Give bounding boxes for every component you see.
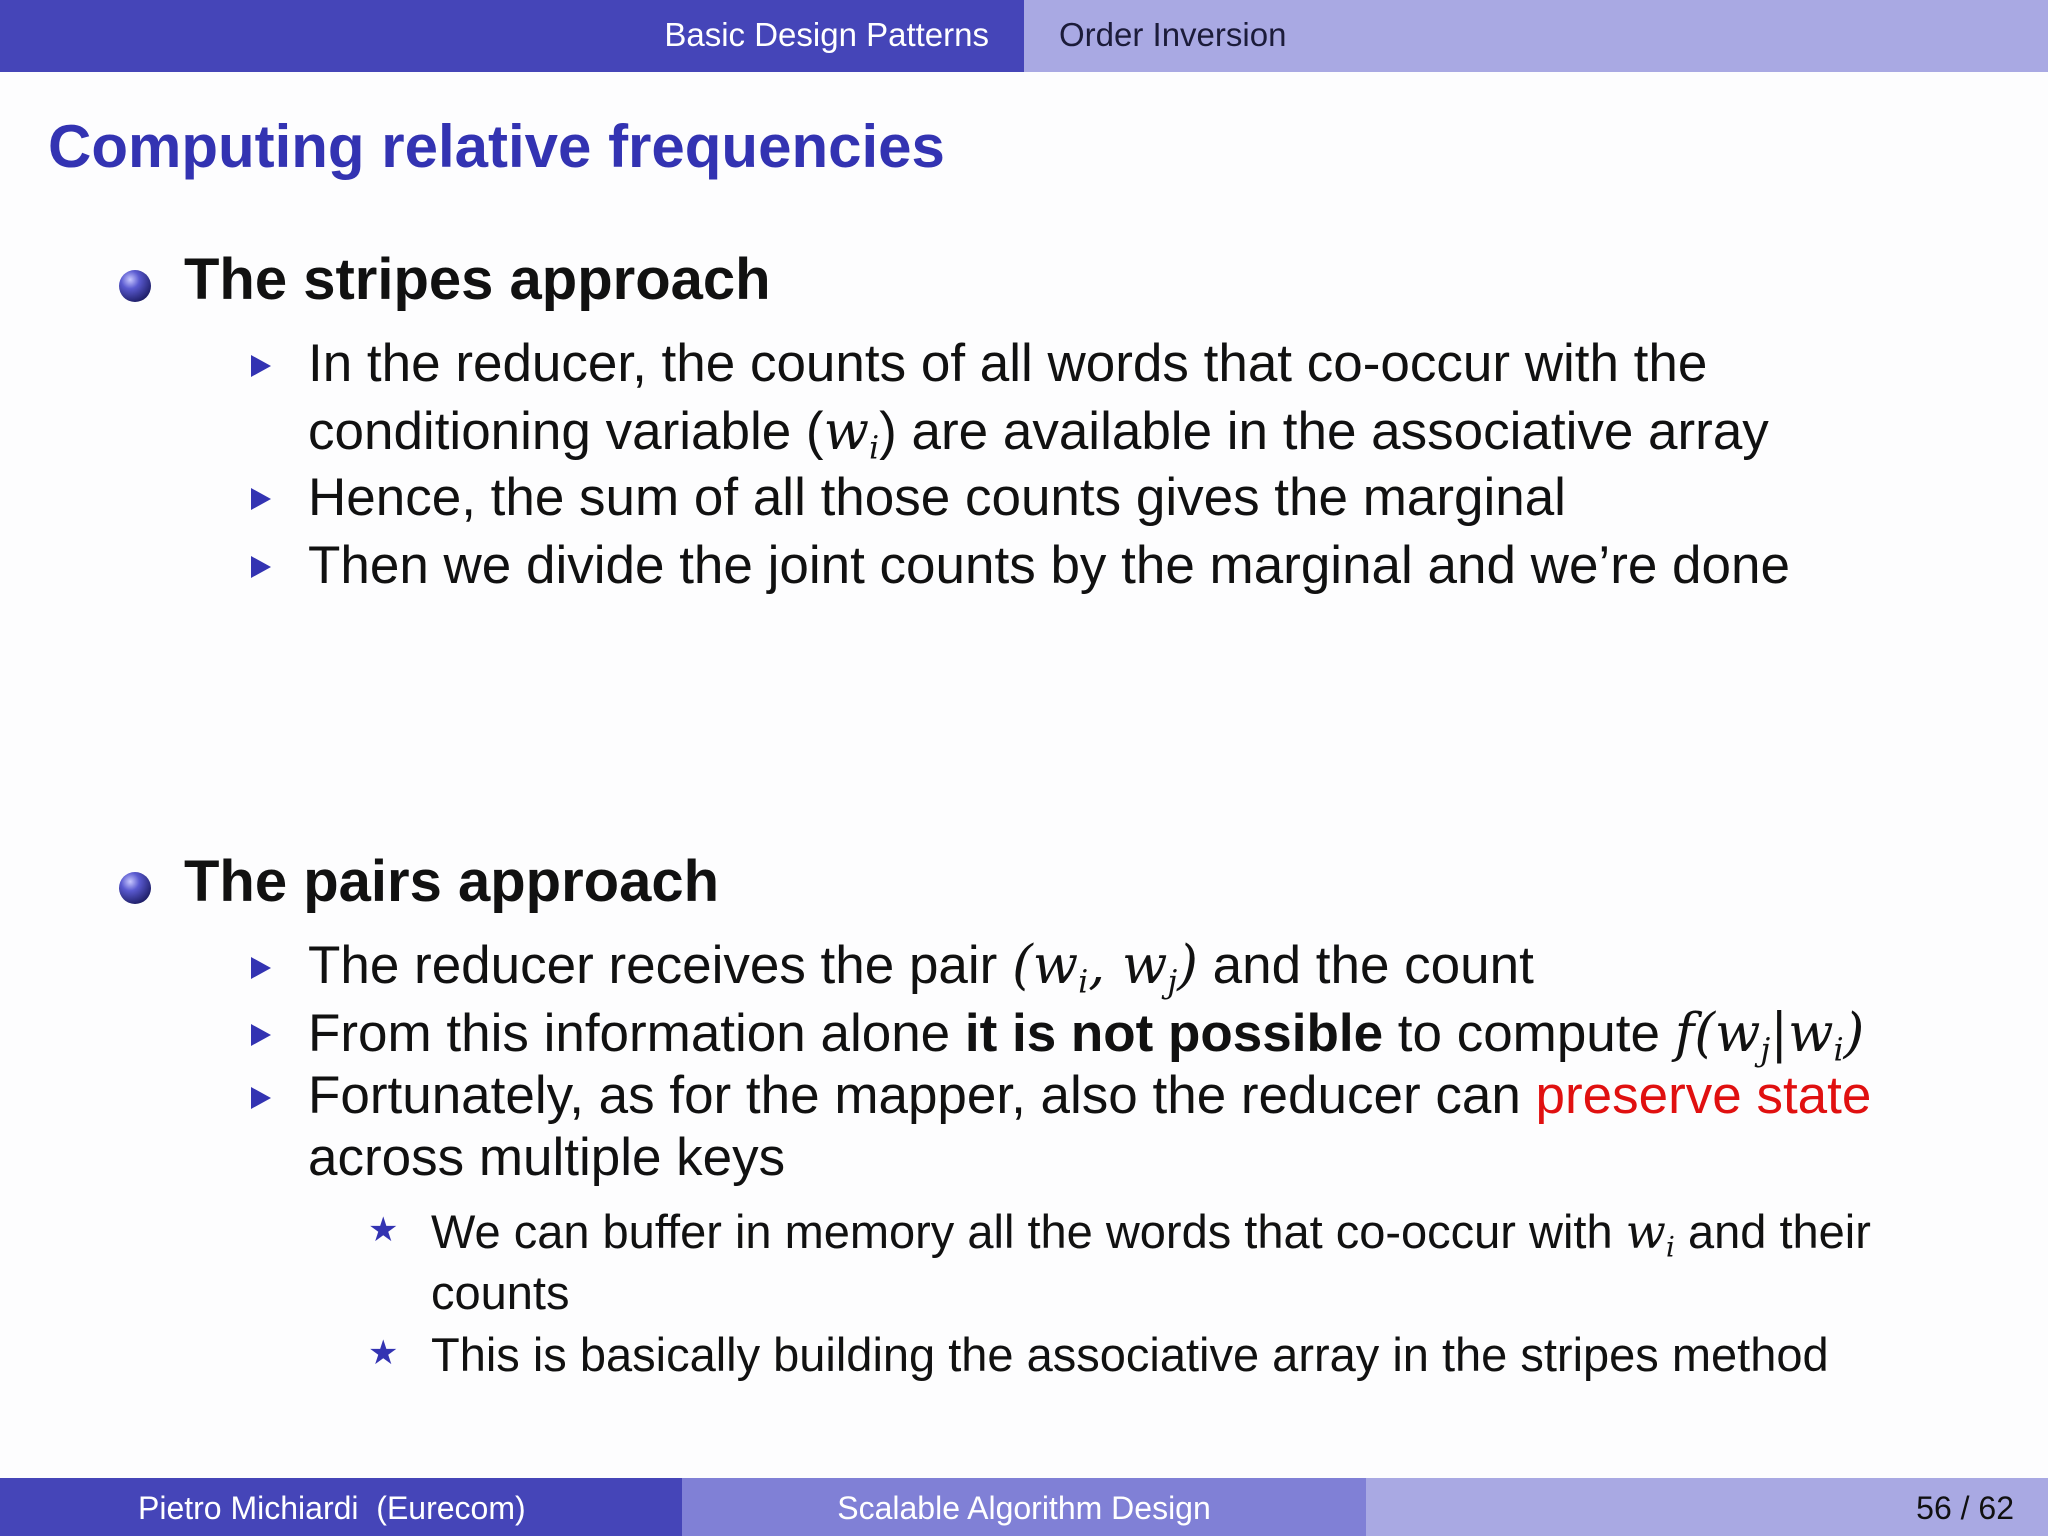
nav-subsection-tab[interactable] [1024, 0, 2048, 72]
pairs-subitem-2: This is basically building the associative array in the stripes method [431, 1328, 1829, 1381]
text-run: We can buffer in memory all the words that co-occur with [431, 1205, 1626, 1258]
math-subscript: i [1078, 963, 1089, 1001]
nav-section-tab[interactable] [0, 0, 1024, 72]
text-run: The reducer receives the pair [308, 936, 1013, 995]
nav-subsection-label: Order Inversion [1059, 16, 1287, 53]
pairs-subitem-1-line-1 [431, 1201, 1871, 1278]
math-subscript: j [1167, 963, 1178, 1001]
footer-bar [0, 1478, 2048, 1536]
text-run: and the count [1197, 936, 1534, 995]
nav-section-label: Basic Design Patterns [664, 16, 989, 53]
top-navigation-bar [0, 0, 2048, 72]
footer-page-number: 56 / 62 [1916, 1490, 2014, 1526]
pairs-heading: The pairs approach [184, 849, 720, 914]
math-var: w [823, 401, 869, 462]
pairs-item-3-line-1 [308, 1062, 1871, 1130]
math-expr: (w [1012, 935, 1079, 996]
footer-author-box[interactable] [0, 1478, 682, 1536]
math-subscript: j [1760, 1031, 1771, 1069]
pairs-item-3-line-2: across multiple keys [308, 1128, 786, 1187]
star-bullet-icon: ★ [368, 1334, 399, 1372]
math-subscript: i [868, 429, 880, 467]
stripes-item-1-line-1: In the reducer, the counts of all words that co-occur with the [308, 334, 1708, 393]
triangle-bullet-icon [251, 957, 271, 979]
triangle-bullet-icon [251, 355, 271, 377]
highlighted-text: preserve state [1535, 1066, 1872, 1125]
math-expr: , w [1088, 935, 1168, 996]
text-run: Fortunately, as for the mapper, also the reducer can [308, 1066, 1536, 1125]
ball-bullet-icon [119, 270, 151, 302]
math-expr: ) [1843, 1003, 1865, 1064]
triangle-bullet-icon [251, 488, 271, 510]
math-expr: ) [1177, 935, 1198, 996]
text-run: From this information alone [308, 1004, 965, 1063]
text-run: conditioning variable ( [308, 402, 824, 461]
stripes-item-3: Then we divide the joint counts by the marginal and we’re done [308, 536, 1790, 595]
math-var: w [1625, 1205, 1666, 1260]
triangle-bullet-icon [251, 1087, 271, 1109]
stripes-heading: The stripes approach [184, 247, 771, 312]
text-run: and their [1674, 1205, 1871, 1258]
ball-bullet-icon [119, 872, 151, 904]
bold-text: it is not possible [964, 1004, 1384, 1063]
math-subscript: i [1665, 1230, 1675, 1264]
footer-course-box[interactable] [682, 1478, 1366, 1536]
star-bullet-icon: ★ [368, 1211, 399, 1249]
text-run: to compute [1383, 1004, 1675, 1063]
triangle-bullet-icon [251, 556, 271, 578]
footer-course: Scalable Algorithm Design [837, 1490, 1211, 1526]
pairs-subitem-1-line-2: counts [431, 1266, 570, 1319]
math-expr: f(w [1674, 1003, 1761, 1064]
footer-page-box [1366, 1478, 2048, 1536]
text-run: ) are available in the associative array [879, 402, 1769, 461]
slide-title: Computing relative frequencies [48, 113, 945, 180]
triangle-bullet-icon [251, 1024, 271, 1046]
footer-author: Pietro Michiardi (Eurecom) [138, 1490, 526, 1526]
stripes-item-2: Hence, the sum of all those counts gives the marginal [308, 468, 1566, 527]
math-subscript: i [1833, 1031, 1844, 1069]
math-expr: |w [1770, 1003, 1834, 1064]
